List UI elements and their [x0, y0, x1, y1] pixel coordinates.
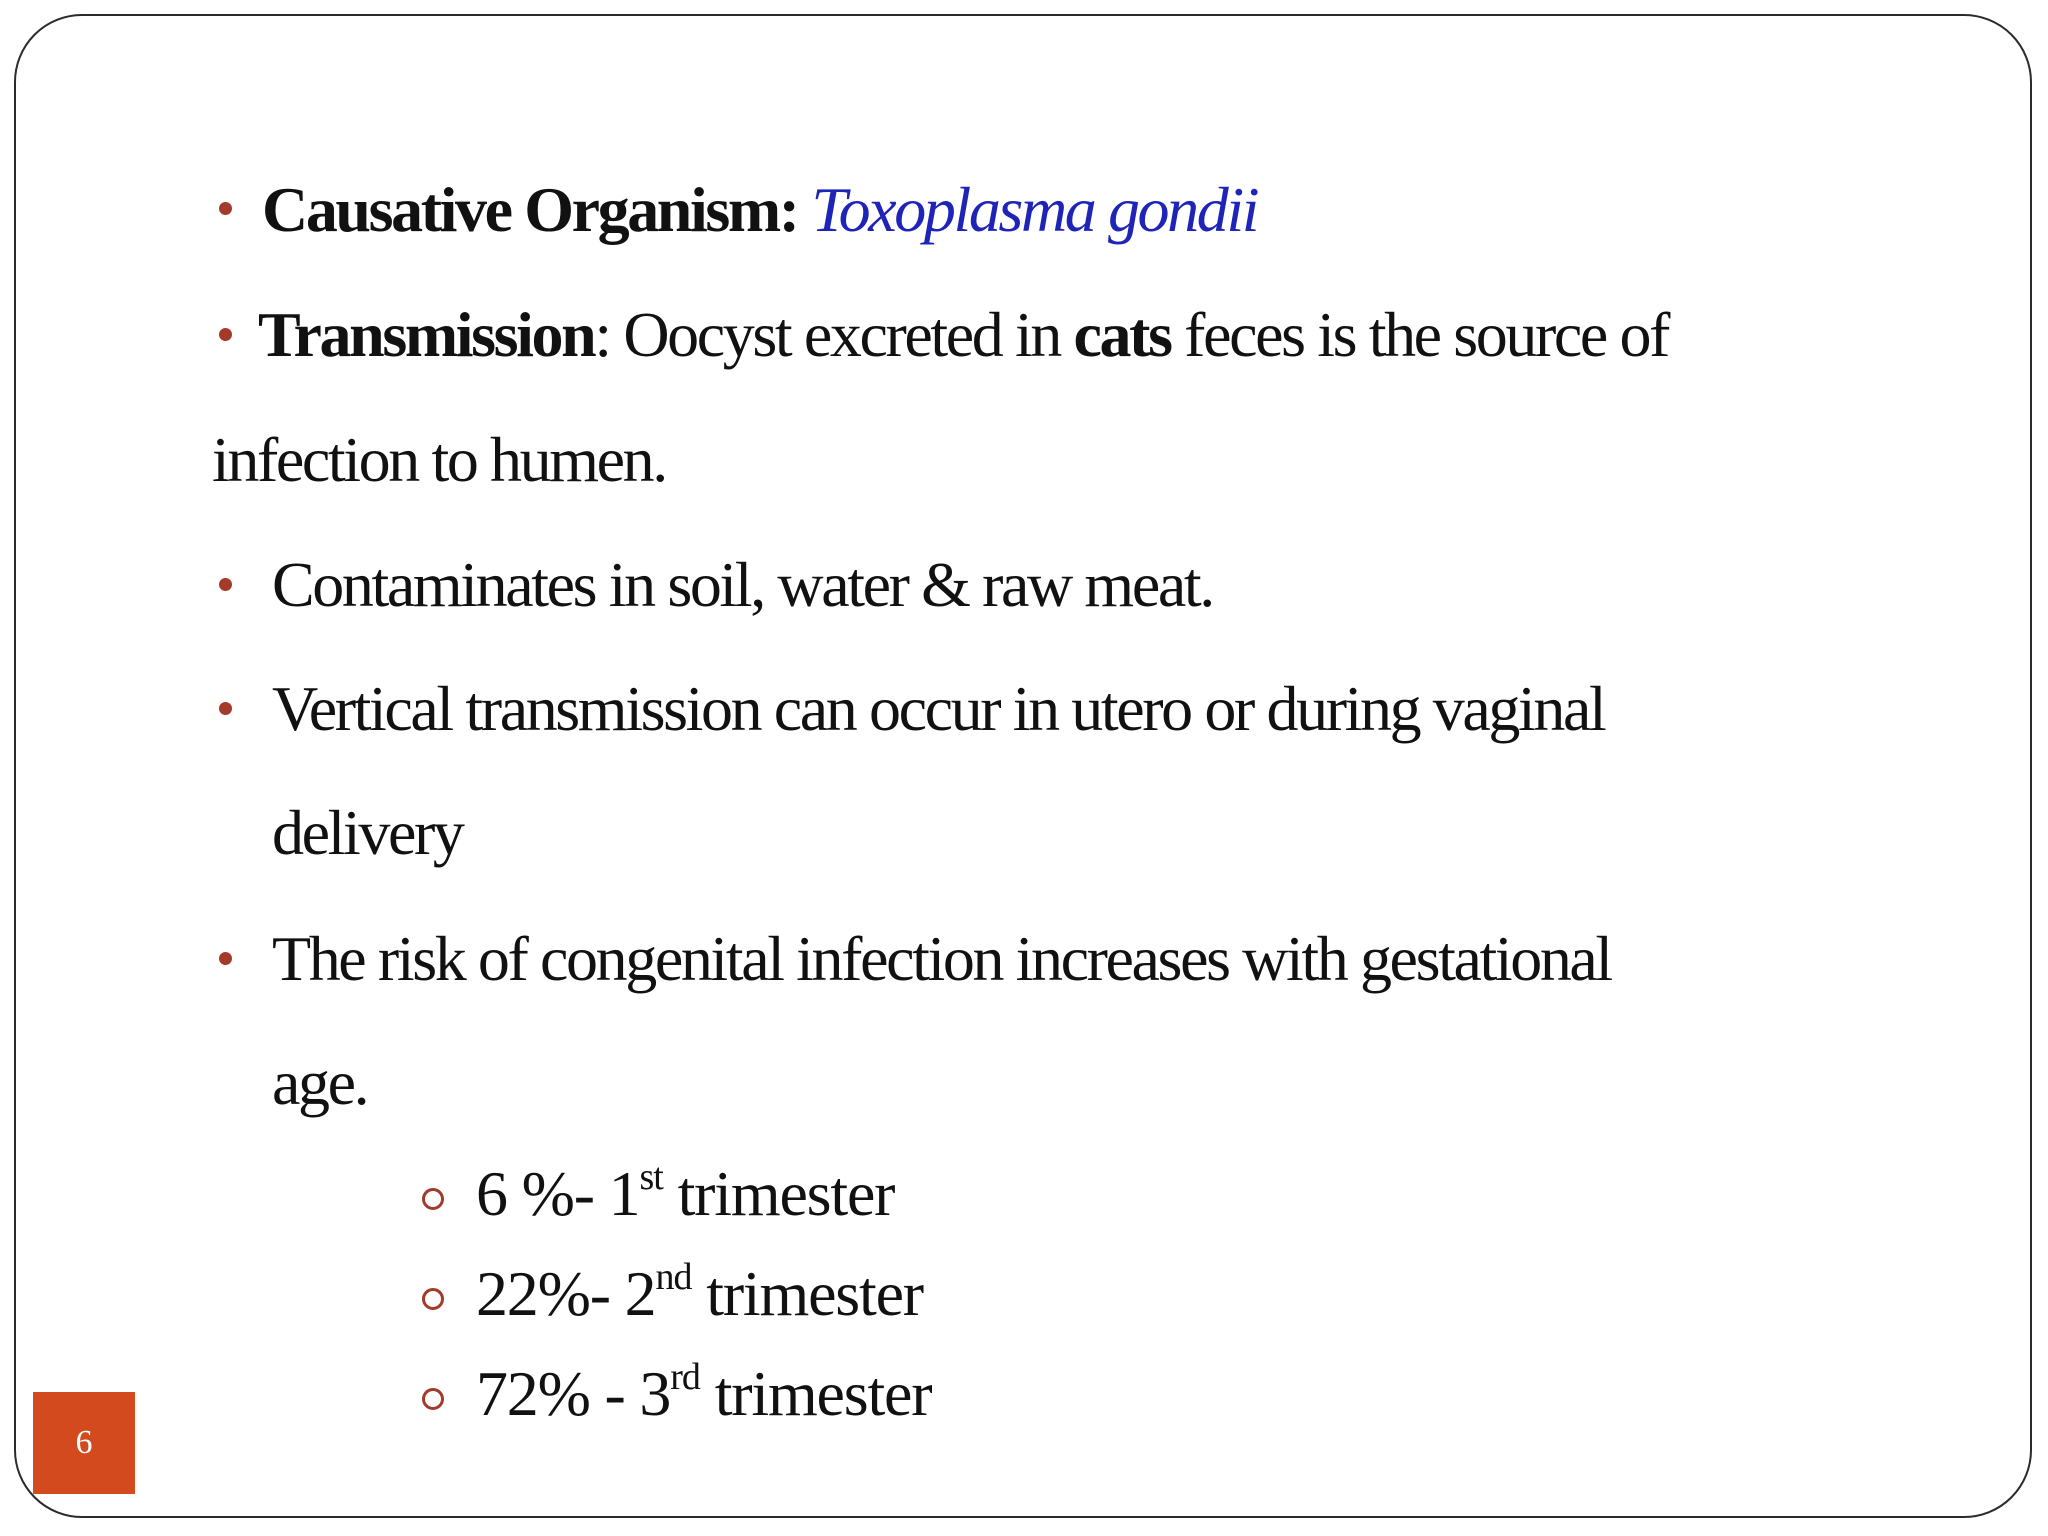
transmission-text-before: Oocyst excreted in: [609, 299, 1074, 370]
congenital-risk-line: The risk of congenital infection increases with gestational: [272, 923, 1611, 994]
circle-bullet-icon: [422, 1388, 444, 1410]
transmission-text-after: feces is the source of: [1170, 299, 1669, 370]
transmission-label: Transmission: [258, 299, 595, 370]
bullet-icon: [219, 702, 232, 715]
bullet-icon: [219, 202, 232, 215]
bullet-icon: [219, 578, 232, 591]
organism-name: Toxoplasma gondii: [811, 174, 1258, 245]
circle-bullet-icon: [422, 1188, 444, 1210]
circle-bullet-icon: [422, 1288, 444, 1310]
slide-number: 6: [33, 1392, 135, 1494]
transmission-colon: :: [594, 299, 610, 370]
transmission-continuation: infection to humen.: [212, 424, 666, 495]
vertical-transmission-line: Vertical transmission can occur in utero or during vaginal: [272, 673, 1605, 744]
transmission-bold-word: cats: [1073, 299, 1171, 370]
trimester-risk-item: 72% - 3rd trimester: [476, 1356, 932, 1429]
trimester-risk-item: 22%- 2nd trimester: [476, 1256, 923, 1329]
trimester-risk-item: 6 %- 1st trimester: [476, 1156, 895, 1229]
bullet-icon: [219, 328, 232, 341]
contaminates-line: Contaminates in soil, water & raw meat.: [272, 549, 1213, 620]
vertical-transmission-continuation: delivery: [272, 797, 463, 868]
bullet-icon: [219, 952, 232, 965]
causative-organism-line: [262, 174, 1257, 246]
congenital-risk-continuation: age.: [272, 1047, 368, 1118]
transmission-line: [258, 299, 1668, 371]
causative-organism-label: Causative Organism:: [262, 174, 798, 245]
